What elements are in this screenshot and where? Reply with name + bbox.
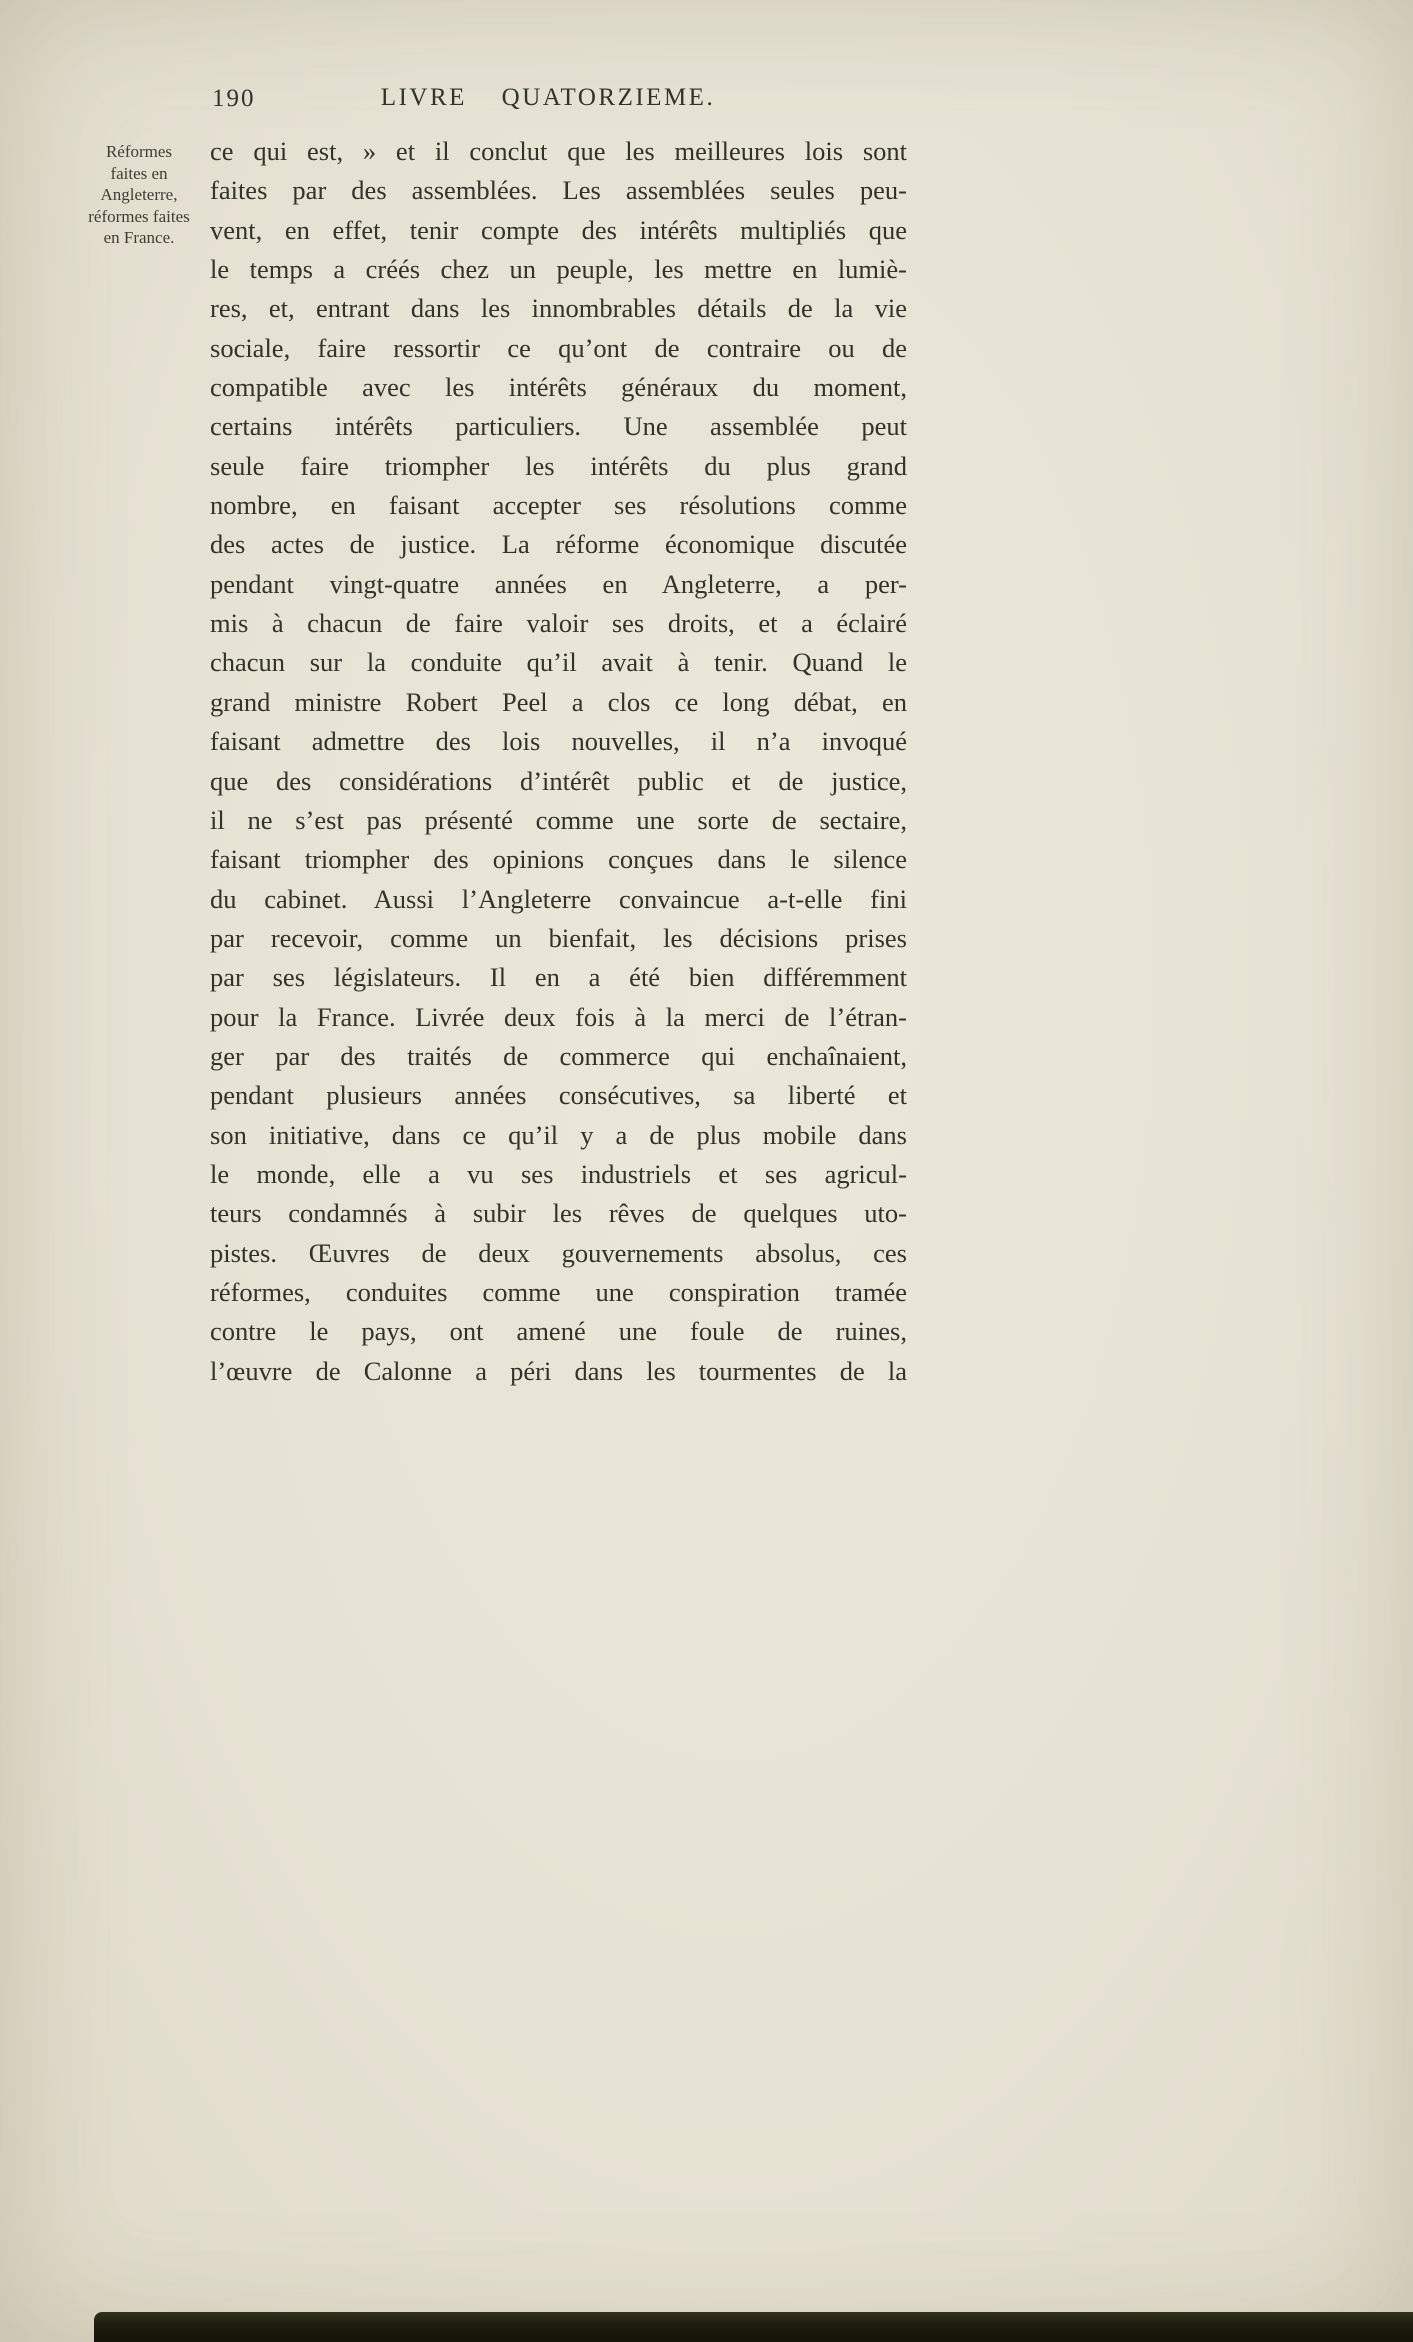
- margin-note-line: faites en: [110, 163, 168, 183]
- body-text-line: compatible avec les intérêts généraux du moment,: [210, 372, 907, 403]
- body-text-line: par recevoir, comme un bienfait, les décisions prises: [210, 922, 907, 953]
- scan-bottom-edge: [94, 2312, 1413, 2342]
- body-text-line: certains intérêts particuliers. Une assemblée peut: [210, 411, 907, 442]
- body-text: [210, 132, 907, 1391]
- body-text-line: vent, en effet, tenir compte des intérêts multipliés que: [210, 214, 907, 245]
- body-text-line: des actes de justice. La réforme économique discutée: [210, 529, 907, 560]
- body-text-line: l’œuvre de Calonne a péri dans les tourmentes de la: [210, 1355, 907, 1386]
- body-text-line: le monde, elle a vu ses industriels et ses agricul-: [210, 1158, 907, 1189]
- body-text-line: ce qui est, » et il conclut que les meilleures lois sont: [210, 136, 907, 166]
- body-text-line: pendant vingt-quatre années en Angleterre, a per-: [210, 568, 907, 599]
- body-text-line: seule faire triompher les intérêts du plus grand: [210, 450, 907, 481]
- margin-note-line: en France.: [103, 228, 175, 247]
- body-text-line: faisant admettre des lois nouvelles, il n’a invoqué: [210, 726, 907, 757]
- margin-note: [66, 141, 212, 249]
- body-text-line: mis à chacun de faire valoir ses droits, et a éclairé: [210, 608, 907, 639]
- running-header: LIVRE QUATORZIEME.: [380, 84, 716, 111]
- body-text-line: par ses législateurs. Il en a été bien différemment: [210, 962, 907, 993]
- body-text-line: nombre, en faisant accepter ses résolutions comme: [210, 490, 907, 521]
- body-text-line: réformes, conduites comme une conspiration tramée: [210, 1276, 907, 1307]
- margin-note-line: réformes faites: [88, 206, 190, 226]
- body-text-line: sociale, faire ressortir ce qu’ont de contraire ou de: [210, 332, 907, 363]
- body-text-line: pour la France. Livrée deux fois à la merci de l’étran-: [210, 1001, 907, 1032]
- body-text-line: chacun sur la conduite qu’il avait à tenir. Quand le: [210, 647, 907, 678]
- body-text-line: contre le pays, ont amené une foule de ruines,: [210, 1316, 907, 1347]
- body-text-line: res, et, entrant dans les innombrables détails de la vie: [210, 293, 907, 324]
- body-text-line: le temps a créés chez un peuple, les mettre en lumiè-: [210, 254, 907, 285]
- body-text-line: ger par des traités de commerce qui enchaînaient,: [210, 1040, 907, 1071]
- body-text-line: il ne s’est pas présenté comme une sorte de sectaire,: [210, 804, 907, 835]
- body-text-line: teurs condamnés à subir les rêves de quelques uto-: [210, 1198, 907, 1229]
- body-text-line: du cabinet. Aussi l’Angleterre convaincue a-t-elle fini: [210, 883, 907, 914]
- body-text-line: faisant triompher des opinions conçues dans le silence: [210, 844, 907, 875]
- body-text-line: grand ministre Robert Peel a clos ce long débat, en: [210, 686, 907, 717]
- body-text-line: son initiative, dans ce qu’il y a de plus mobile dans: [210, 1119, 907, 1150]
- page-number: 190: [212, 85, 256, 112]
- body-text-line: pendant plusieurs années consécutives, sa liberté et: [210, 1080, 907, 1111]
- body-text-line: que des considérations d’intérêt public et de justice,: [210, 765, 907, 796]
- margin-note-line: Réformes: [105, 142, 173, 161]
- body-text-line: faites par des assemblées. Les assemblées seules peu-: [210, 175, 907, 206]
- margin-note-line: Angleterre,: [100, 185, 178, 204]
- body-text-line: pistes. Œuvres de deux gouvernements absolus, ces: [210, 1237, 907, 1268]
